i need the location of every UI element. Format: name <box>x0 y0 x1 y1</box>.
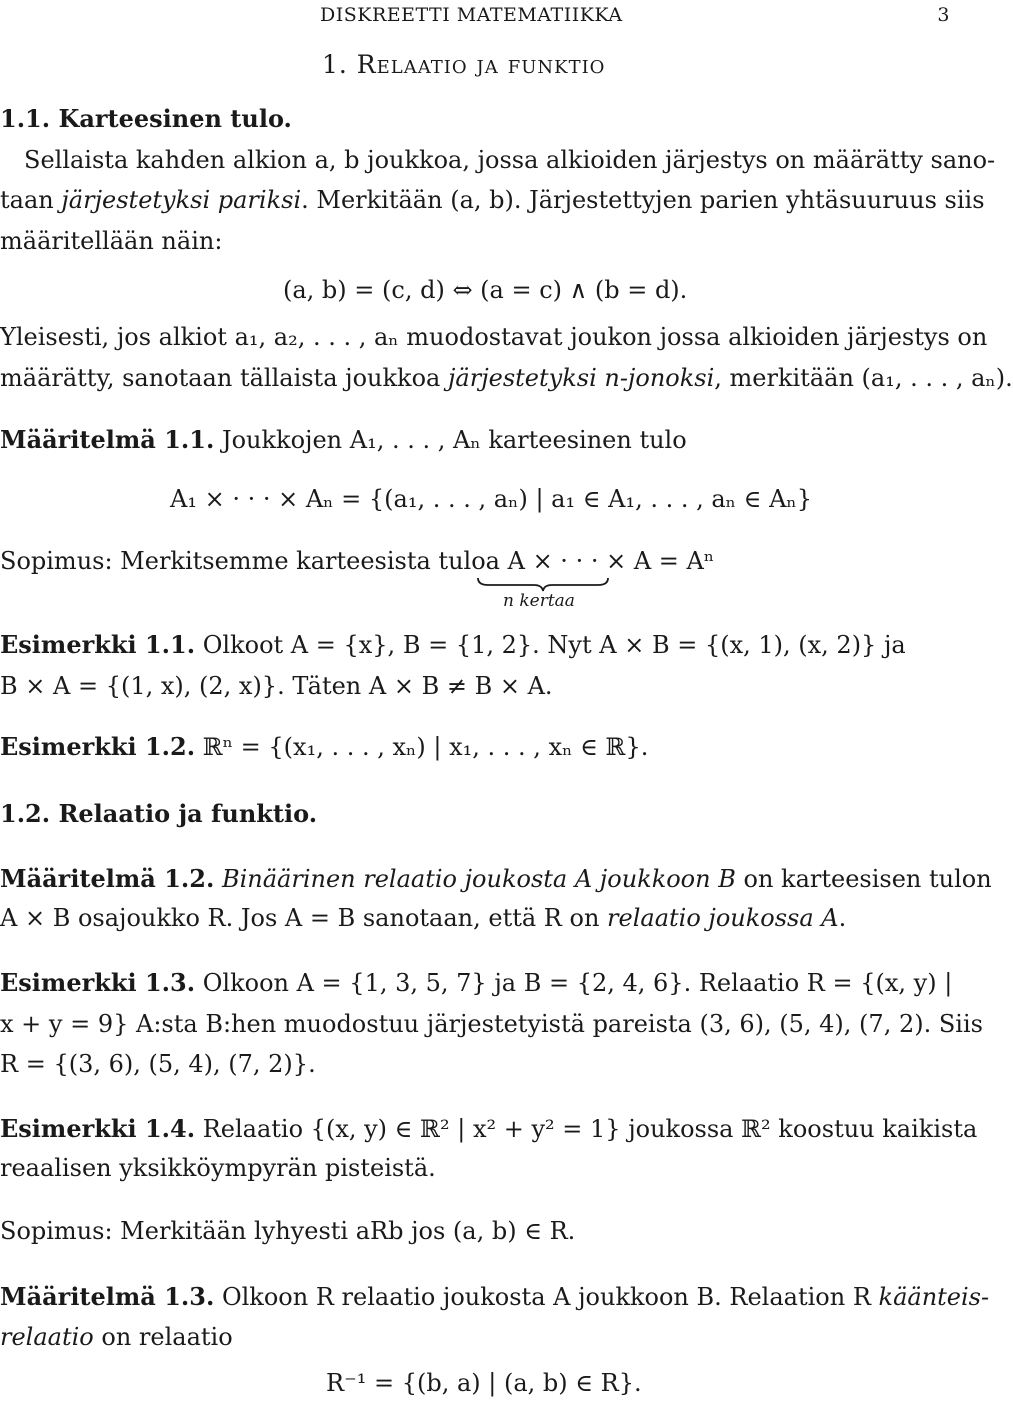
paragraph-2-line-1: Yleisesti, jos alkiot a₁, a₂, . . . , aₙ muodostavat joukon jossa alkioiden järjestys on <box>0 323 988 351</box>
example-1-1-line-2: B × A = {(1, x), (2, x)}. Täten A × B ≠ B × A. <box>0 672 553 700</box>
power-rhs: = Aⁿ <box>658 547 715 575</box>
equation-inverse-relation: R⁻¹ = {(b, a) | (a, b) ∈ R}. <box>326 1369 642 1397</box>
term-n-tuple: järjestetyksi n-jonoksi <box>447 364 715 392</box>
definition-1-1 <box>0 425 960 455</box>
example-label: Esimerkki 1.1. <box>0 630 196 659</box>
example-text: Relaatio {(x, y) ∈ ℝ² | x² + y² = 1} joukossa ℝ² koostuu kaikista <box>202 1115 978 1143</box>
example-1-4-line-2: reaalisen yksikköympyrän pisteistä. <box>0 1154 436 1182</box>
text: . Merkitään (a, b). Järjestettyjen parien yhtäsuuruus siis <box>301 186 985 214</box>
definition-label: Määritelmä 1.3. <box>0 1282 215 1311</box>
example-label: Esimerkki 1.3. <box>0 968 196 997</box>
example-1-2 <box>0 732 960 762</box>
example-1-3-line-1 <box>0 968 960 998</box>
chapter-title-text: 1. Relaatio ja funktio <box>322 50 606 79</box>
term-inverse-relation: relaatio <box>0 1323 94 1351</box>
term-ordered-pair: järjestetyksi pariksi <box>61 186 302 214</box>
equation-pair-equality: (a, b) = (c, d) ⇔ (a = c) ∧ (b = d). <box>283 276 688 304</box>
example-text: Olkoot A = {x}, B = {1, 2}. Nyt A × B = {(x, 1), (x, 2)} ja <box>202 631 906 659</box>
paragraph-2-line-2 <box>0 363 1013 393</box>
page-number: 3 <box>937 4 950 26</box>
underbrace-icon <box>476 576 610 592</box>
power-expression: A × · · · × A <box>507 547 652 575</box>
text: taan <box>0 186 62 214</box>
text: on karteesisen tulon <box>735 865 992 893</box>
definition-text: Joukkojen A₁, . . . , Aₙ karteesinen tulo <box>221 426 687 454</box>
underbrace-label: n kertaa <box>503 591 575 611</box>
text: on relaatio <box>93 1323 233 1351</box>
chapter-title <box>322 50 605 80</box>
paragraph-1-line-2 <box>0 185 985 215</box>
definition-1-3-line-1 <box>0 1282 990 1312</box>
running-header-title: DISKREETTI MATEMATIIKKA <box>320 4 623 26</box>
paragraph-1-line-3: määritellään näin: <box>0 227 223 255</box>
section-heading-text: 1.1. Karteesinen tulo. <box>0 104 292 133</box>
example-1-1-line-1 <box>0 630 960 660</box>
example-text: Olkoon A = {1, 3, 5, 7} ja B = {2, 4, 6}. Relaatio R = {(x, y) | <box>202 969 953 997</box>
text: , merkitään (a₁, . . . , aₙ). <box>714 364 1013 392</box>
example-1-3-line-2: x + y = 9} A:sta B:hen muodostuu järjestetyistä pareista (3, 6), (5, 4), (7, 2). Siis <box>0 1010 983 1038</box>
term-inverse-relation: käänteis- <box>878 1283 990 1311</box>
definition-label: Määritelmä 1.2. <box>0 864 215 893</box>
definition-1-2-line-2 <box>0 903 960 933</box>
example-text: ℝⁿ = {(x₁, . . . , xₙ) | x₁, . . . , xₙ ∈ ℝ}. <box>202 733 649 761</box>
term-relation-on-set: relaatio joukossa A <box>607 904 839 932</box>
convention-1 <box>0 546 960 576</box>
definition-1-3-line-2 <box>0 1322 960 1352</box>
equation-cartesian-product: A₁ × · · · × Aₙ = {(a₁, . . . , aₙ) | a₁ ∈ A₁, . . . , aₙ ∈ Aₙ} <box>170 485 813 513</box>
convention-text: Sopimus: Merkitsemme karteesista tuloa <box>0 547 500 575</box>
example-1-4-line-1 <box>0 1114 978 1144</box>
text: määrätty, sanotaan tällaista joukkoa <box>0 364 448 392</box>
section-heading-text: 1.2. Relaatio ja funktio. <box>0 799 318 828</box>
paragraph-1-line-1: Sellaista kahden alkion a, b joukkoa, jossa alkioiden järjestys on määrätty sano- <box>24 146 996 174</box>
text: A × B osajoukko R. Jos A = B sanotaan, että R on <box>0 904 608 932</box>
section-heading-1-2 <box>0 799 960 829</box>
definition-1-2-line-1 <box>0 864 992 894</box>
text: . <box>838 904 847 932</box>
example-label: Esimerkki 1.4. <box>0 1114 196 1143</box>
term-binary-relation: Binäärinen relaatio joukosta A joukkoon B <box>221 865 736 893</box>
definition-label: Määritelmä 1.1. <box>0 425 215 454</box>
section-heading-1-1 <box>0 104 960 134</box>
example-label: Esimerkki 1.2. <box>0 732 196 761</box>
text: Olkoon R relaatio joukosta A joukkoon B. Relaation R <box>221 1283 879 1311</box>
example-1-3-line-3: R = {(3, 6), (5, 4), (7, 2)}. <box>0 1050 316 1078</box>
convention-2: Sopimus: Merkitään lyhyesti aRb jos (a, b) ∈ R. <box>0 1217 576 1245</box>
